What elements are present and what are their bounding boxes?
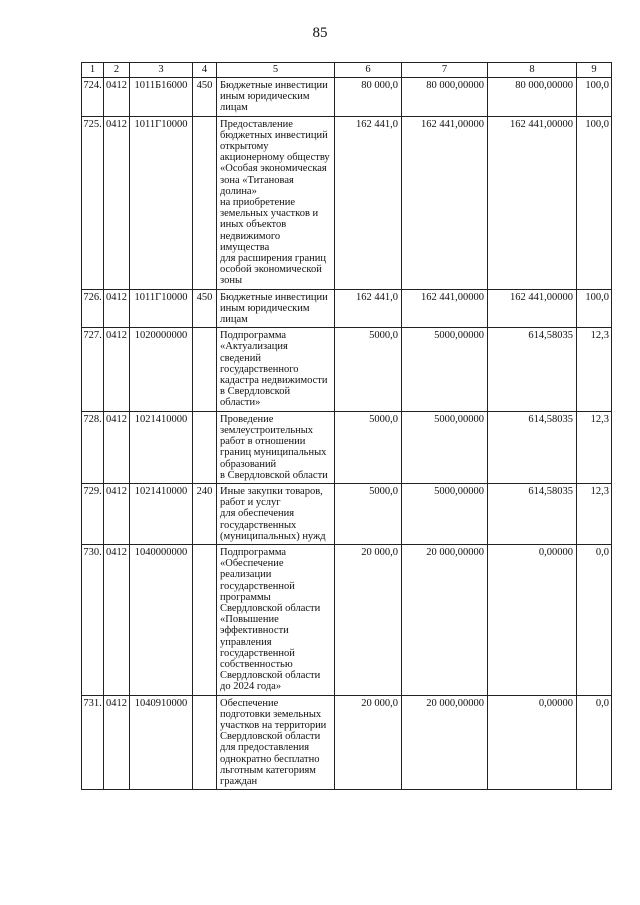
target-code: 1040910000 — [130, 695, 193, 790]
budget-amount: 20 000,00000 — [402, 544, 488, 695]
execution-percent: 0,0 — [577, 695, 612, 790]
target-code: 1020000000 — [130, 328, 193, 411]
executed-amount: 162 441,00000 — [488, 116, 577, 289]
planned-amount: 20 000,0 — [335, 695, 402, 790]
table-row — [82, 116, 612, 289]
expense-type-code: 240 — [193, 483, 217, 544]
header-col-6: 6 — [335, 63, 402, 78]
target-code: 1011Б16000 — [130, 78, 193, 117]
section-code: 0412 — [104, 411, 130, 483]
execution-percent: 12,3 — [577, 483, 612, 544]
target-code: 1040000000 — [130, 544, 193, 695]
target-code: 1011Г10000 — [130, 289, 193, 328]
budget-amount: 162 441,00000 — [402, 289, 488, 328]
table-row — [82, 483, 612, 544]
planned-amount: 5000,0 — [335, 411, 402, 483]
page-number: 85 — [312, 25, 328, 41]
execution-percent: 12,3 — [577, 328, 612, 411]
header-col-4: 4 — [193, 63, 217, 78]
execution-percent: 12,3 — [577, 411, 612, 483]
table-row — [82, 411, 612, 483]
header-col-1: 1 — [82, 63, 104, 78]
expense-type-code — [193, 695, 217, 790]
planned-amount: 162 441,0 — [335, 116, 402, 289]
row-number: 724. — [82, 78, 104, 117]
item-name: Предоставление бюджетных инвестиций открытому акционерному обществу «Особая экономическая зона «Титановая долина» на приобретение земельных участков и иных объектов недвижимого имущества для расширения границ особой экономической зоны — [217, 116, 335, 289]
table-row — [82, 544, 612, 695]
execution-percent: 0,0 — [577, 544, 612, 695]
row-number: 726. — [82, 289, 104, 328]
row-number: 728. — [82, 411, 104, 483]
header-col-8: 8 — [488, 63, 577, 78]
header-row — [82, 63, 612, 78]
execution-percent: 100,0 — [577, 289, 612, 328]
target-code: 1011Г10000 — [130, 116, 193, 289]
row-number: 729. — [82, 483, 104, 544]
expense-type-code — [193, 116, 217, 289]
row-number: 731. — [82, 695, 104, 790]
expense-type-code — [193, 411, 217, 483]
section-code: 0412 — [104, 483, 130, 544]
planned-amount: 162 441,0 — [335, 289, 402, 328]
budget-amount: 162 441,00000 — [402, 116, 488, 289]
header-col-7: 7 — [402, 63, 488, 78]
item-name: Обеспечение подготовки земельных участков на территории Свердловской области для предоставления однократно бесплатно льготным категориям граждан — [217, 695, 335, 790]
section-code: 0412 — [104, 116, 130, 289]
row-number: 727. — [82, 328, 104, 411]
planned-amount: 5000,0 — [335, 483, 402, 544]
header-col-9: 9 — [577, 63, 612, 78]
item-name: Проведение землеустроительных работ в отношении границ муниципальных образований в Свердловской области — [217, 411, 335, 483]
planned-amount: 20 000,0 — [335, 544, 402, 695]
executed-amount: 614,58035 — [488, 328, 577, 411]
expense-type-code — [193, 328, 217, 411]
row-number: 730. — [82, 544, 104, 695]
executed-amount: 162 441,00000 — [488, 289, 577, 328]
budget-amount: 5000,00000 — [402, 411, 488, 483]
header-col-2: 2 — [104, 63, 130, 78]
section-code: 0412 — [104, 695, 130, 790]
execution-percent: 100,0 — [577, 116, 612, 289]
expense-type-code: 450 — [193, 78, 217, 117]
planned-amount: 80 000,0 — [335, 78, 402, 117]
budget-amount: 5000,00000 — [402, 483, 488, 544]
executed-amount: 80 000,00000 — [488, 78, 577, 117]
item-name: Подпрограмма «Обеспечение реализации государственной программы Свердловской области «Повышение эффективности управления государственной собственностью Свердловской области до 2024 года» — [217, 544, 335, 695]
executed-amount: 0,00000 — [488, 544, 577, 695]
execution-percent: 100,0 — [577, 78, 612, 117]
executed-amount: 614,58035 — [488, 483, 577, 544]
item-name: Иные закупки товаров, работ и услуг для обеспечения государственных (муниципальных) нужд — [217, 483, 335, 544]
table-row — [82, 328, 612, 411]
section-code: 0412 — [104, 78, 130, 117]
table-row — [82, 695, 612, 790]
row-number: 725. — [82, 116, 104, 289]
budget-table — [81, 62, 612, 790]
target-code: 1021410000 — [130, 411, 193, 483]
section-code: 0412 — [104, 289, 130, 328]
item-name: Бюджетные инвестиции иным юридическим лицам — [217, 289, 335, 328]
header-col-3: 3 — [130, 63, 193, 78]
table-row — [82, 289, 612, 328]
executed-amount: 614,58035 — [488, 411, 577, 483]
budget-amount: 80 000,00000 — [402, 78, 488, 117]
item-name: Подпрограмма «Актуализация сведений государственного кадастра недвижимости в Свердловской области» — [217, 328, 335, 411]
target-code: 1021410000 — [130, 483, 193, 544]
expense-type-code — [193, 544, 217, 695]
budget-amount: 20 000,00000 — [402, 695, 488, 790]
table-row — [82, 78, 612, 117]
expense-type-code: 450 — [193, 289, 217, 328]
executed-amount: 0,00000 — [488, 695, 577, 790]
header-col-5: 5 — [217, 63, 335, 78]
section-code: 0412 — [104, 328, 130, 411]
planned-amount: 5000,0 — [335, 328, 402, 411]
budget-amount: 5000,00000 — [402, 328, 488, 411]
item-name: Бюджетные инвестиции иным юридическим лицам — [217, 78, 335, 117]
section-code: 0412 — [104, 544, 130, 695]
